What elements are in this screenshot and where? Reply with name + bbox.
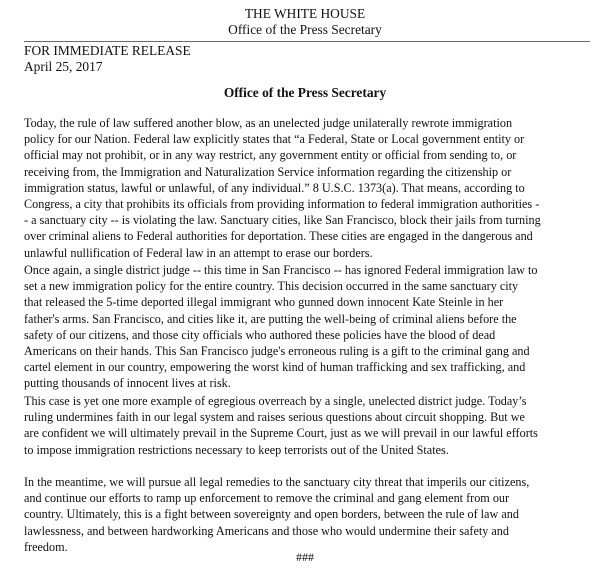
- paragraph-line: Americans on their hands. This San Francisco judge's erroneous ruling is a gift to the criminal gang and: [24, 344, 530, 359]
- release-date: April 25, 2017: [24, 59, 103, 74]
- paragraph-line: official may not prohibit, or in any way restrict, any government entity or official from sending to, or: [24, 148, 517, 163]
- paragraph-line: father's arms. San Francisco, and cities like it, are putting the well-being of criminal aliens before the: [24, 311, 517, 326]
- paragraph-line: that released the 5-time deported illegal immigrant who gunned down innocent Kate Steinle in her: [24, 295, 504, 310]
- paragraph-line: policy for our Nation. Federal law explicitly states that “a Federal, State or Local government entity or: [24, 132, 525, 147]
- paragraph-line: safety of our citizens, and those city officials who authored these policies have the blood of dead: [24, 327, 496, 342]
- header-divider: [24, 41, 590, 42]
- paragraph-line: country. Ultimately, this is a fight between sovereignty and open borders, between the rule of law and: [24, 507, 519, 522]
- paragraph-line: over criminal aliens to Federal authorities for deportation. These cities are engaged in the dangerous and: [24, 229, 533, 244]
- paragraph-1: [24, 115, 600, 261]
- paragraph-line: putting thousands of innocent lives at risk.: [24, 376, 231, 391]
- paragraph-line: This case is yet one more example of egregious overreach by a single, unelected district judge. Today’s: [24, 394, 527, 408]
- paragraph-line: unlawful nullification of Federal law in an attempt to erase our borders.: [24, 245, 373, 260]
- paragraph-line: immigration status, lawful or unlawful, of any individual.” 8 U.S.C. 1373(a). That means, according to: [24, 180, 525, 195]
- paragraph-line: - a sanctuary city -- is violating the law. Sanctuary cities, like San Francisco, block their jails from turning: [24, 213, 541, 228]
- paragraph-4: [24, 474, 600, 555]
- paragraph-line: cartel element in our country, empowering the worst kind of human trafficking and sex trafficking, and: [24, 360, 526, 375]
- paragraph-line: to impose immigration restrictions necessary to keep terrorists out of the United States.: [24, 442, 449, 457]
- paragraph-line: ruling undermines faith in our legal system and raises serious questions about circuit shopping. But we: [24, 410, 525, 425]
- paragraph-line: Once again, a single district judge -- this time in San Francisco -- has ignored Federal immigration law to: [24, 263, 538, 277]
- release-label: FOR IMMEDIATE RELEASE: [24, 43, 191, 58]
- organization-name: THE WHITE HOUSE: [244, 6, 366, 21]
- paragraph-line: set a new immigration policy for the entire country. This decision occurred in the same sanctuary city: [24, 279, 519, 294]
- paragraph-line: Congress, a city that prohibits its officials from providing information to federal immigration authorities -: [24, 197, 540, 212]
- paragraph-2: [24, 262, 600, 392]
- paragraph-line: receiving from, the Immigration and Naturalization Service information regarding the citizenship or: [24, 164, 512, 179]
- paragraph-line: freedom.: [24, 539, 68, 554]
- paragraph-3: [24, 393, 600, 458]
- office-name: Office of the Press Secretary: [228, 22, 382, 37]
- paragraph-line: and continue our efforts to ramp up enforcement to remove the criminal and gang element from our: [24, 491, 510, 506]
- paragraph-line: Today, the rule of law suffered another blow, as an unelected judge unilaterally rewrote immigration: [24, 116, 513, 130]
- end-mark: ###: [296, 550, 314, 564]
- paragraph-line: are confident we will ultimately prevail in the Supreme Court, just as we will prevail in our lawful efforts: [24, 426, 538, 441]
- paragraph-line: lawlessness, and between hardworking Americans and those who would undermine their safety and: [24, 523, 509, 538]
- paragraph-line: In the meantime, we will pursue all legal remedies to the sanctuary city threat that imperils our citizens,: [24, 475, 530, 489]
- document-title: Office of the Press Secretary: [223, 85, 387, 100]
